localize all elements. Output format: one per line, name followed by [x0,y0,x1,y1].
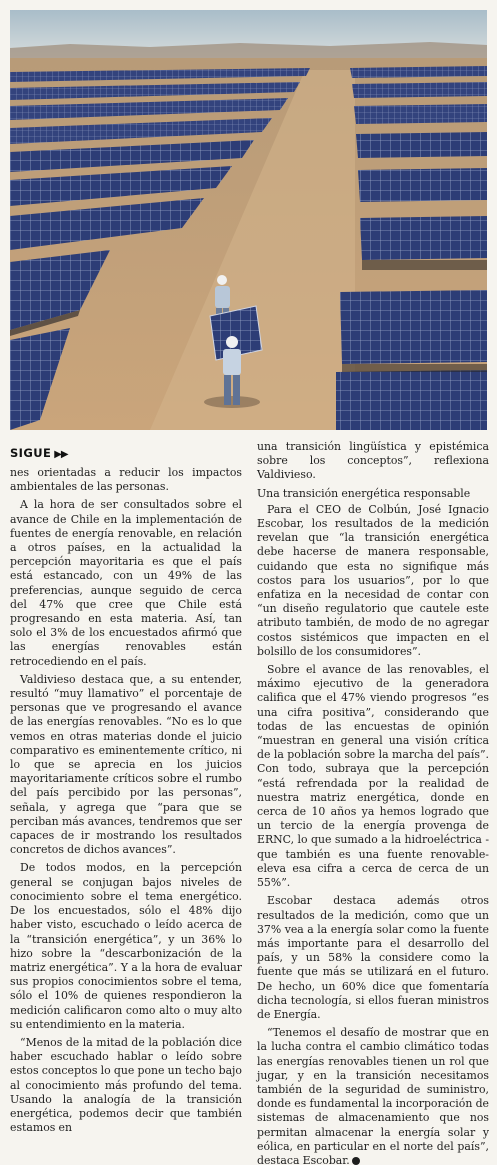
article-paragraph: una transición lingüística y epistémica sobre los conceptos”, reflexiona Valdivieso. [257,440,489,482]
article-paragraph: nes orientadas a reducir los impactos ambientales de las personas. [10,466,242,494]
article-paragraph [257,1026,489,1165]
publication-logo-icon [352,1157,360,1165]
solar-farm-illustration [10,10,487,430]
double-arrow-right-icon: ▶▶ [54,449,68,460]
continue-label: SIGUE [10,446,52,460]
section-subhead: Una transición energética responsable [257,486,471,500]
article-paragraph: Escobar destaca además otros resultados de la medición, como que un 37% vea a la energía solar como la fuente más importante para el desarrollo del país, y un 58% la considere como la fuente que más se utilizará en el futuro. De hecho, un 60% dice que fomentaría dicha tecnología, si ellos fueran ministros de Energía. [257,894,489,1021]
article-paragraph: De todos modos, en la percepción general se conjugan bajos niveles de conocimiento sobre el tema energético. De los encuestados, sólo el 48% dijo haber visto, escuchado o leído acerca de la “transición energética”, y un 36% lo hizo sobre la “descarbonización de la matriz energética”. Y a la hora de evaluar sus propios conocimientos sobre el tema, sólo el 10% de quienes respondieron la medición calificaron como alto o muy alto su entendimiento en la materia. [10,861,242,1031]
article-paragraph: Para el CEO de Colbún, José Ignacio Escobar, los resultados de la medición revelan que “la transición energética debe hacerse de manera responsable, cuidando que esta no signifique más costos para los usuarios”, por lo que enfatiza en la necesidad de contar con “un diseño regulatorio que cautele este atributo también, de modo de no agregar costos sistémicos que impacten en el bolsillo de los consumidores”. [257,502,489,658]
article-paragraph: A la hora de ser consultados sobre el avance de Chile en la implementación de fuentes de energía renovable, en relación a otros países, en la actualidad la percepción mayoritaria es que el país está estancado, con un 49% de las preferencias, aunque seguido de cerca del 47% que cree que Chile está progresando en esta materia. Así, tan solo el 3% de los encuestados afirmó que las energías renovables están retrocediendo en el país. [10,498,242,668]
closing-quote-text: “Tenemos el desafío de mostrar que en la lucha contra el cambio climático todas las energías renovables tienen un rol que jugar, y en la transición necesitamos también de la seguridad de suministro, donde es fundamental la incorporación de sistemas de almacenamiento que nos permitan almacenar la energía solar y eólica, en particular en el norte del país”, destaca Escobar. [257,1026,489,1165]
continue-marker [10,446,68,460]
article-paragraph: “Menos de la mitad de la población dice haber escuchado hablar o leído sobre estos conceptos lo que pone un techo bajo al conocimiento más profundo del tema. Usando la analogía de la transición energética, podemos decir que también estamos en [10,1035,242,1135]
article-column-right [257,440,489,1165]
solar-farm-photo [10,10,487,430]
article-column-left [10,466,242,1139]
article-paragraph: Valdivieso destaca que, a su entender, resultó “muy llamativo” el porcentaje de personas que ve progresando el avance de las energías renovables. “No es lo que vemos en otras materias donde el juicio comparativo es eminentemente crítico, ni lo que se aprecia en los juicios mayoritariamente críticos sobre el rumbo del país percibido por las personas”, señala, y agrega que “para que se perciban más avances, tendremos que ser capaces de ir mostrando los resultados concretos de dichos avances”. [10,672,242,857]
article-paragraph: Sobre el avance de las renovables, el máximo ejecutivo de la generadora califica que el 47% viendo progresos “es una cifra positiva”, considerando que todas de las encuestas de opinión “muestran en general una visión crítica de la población sobre la marcha del país”. Con todo, subraya que la percepción “está refrendada por la realidad de nuestra matriz energética, donde en cerca de 10 años ya hemos logrado que un tercio de la energía provenga de ERNC, lo que sumado a la hidroeléctrica -que también es una fuente renovable- eleva esa cifra a cerca de cerca de un 55%”. [257,663,489,890]
